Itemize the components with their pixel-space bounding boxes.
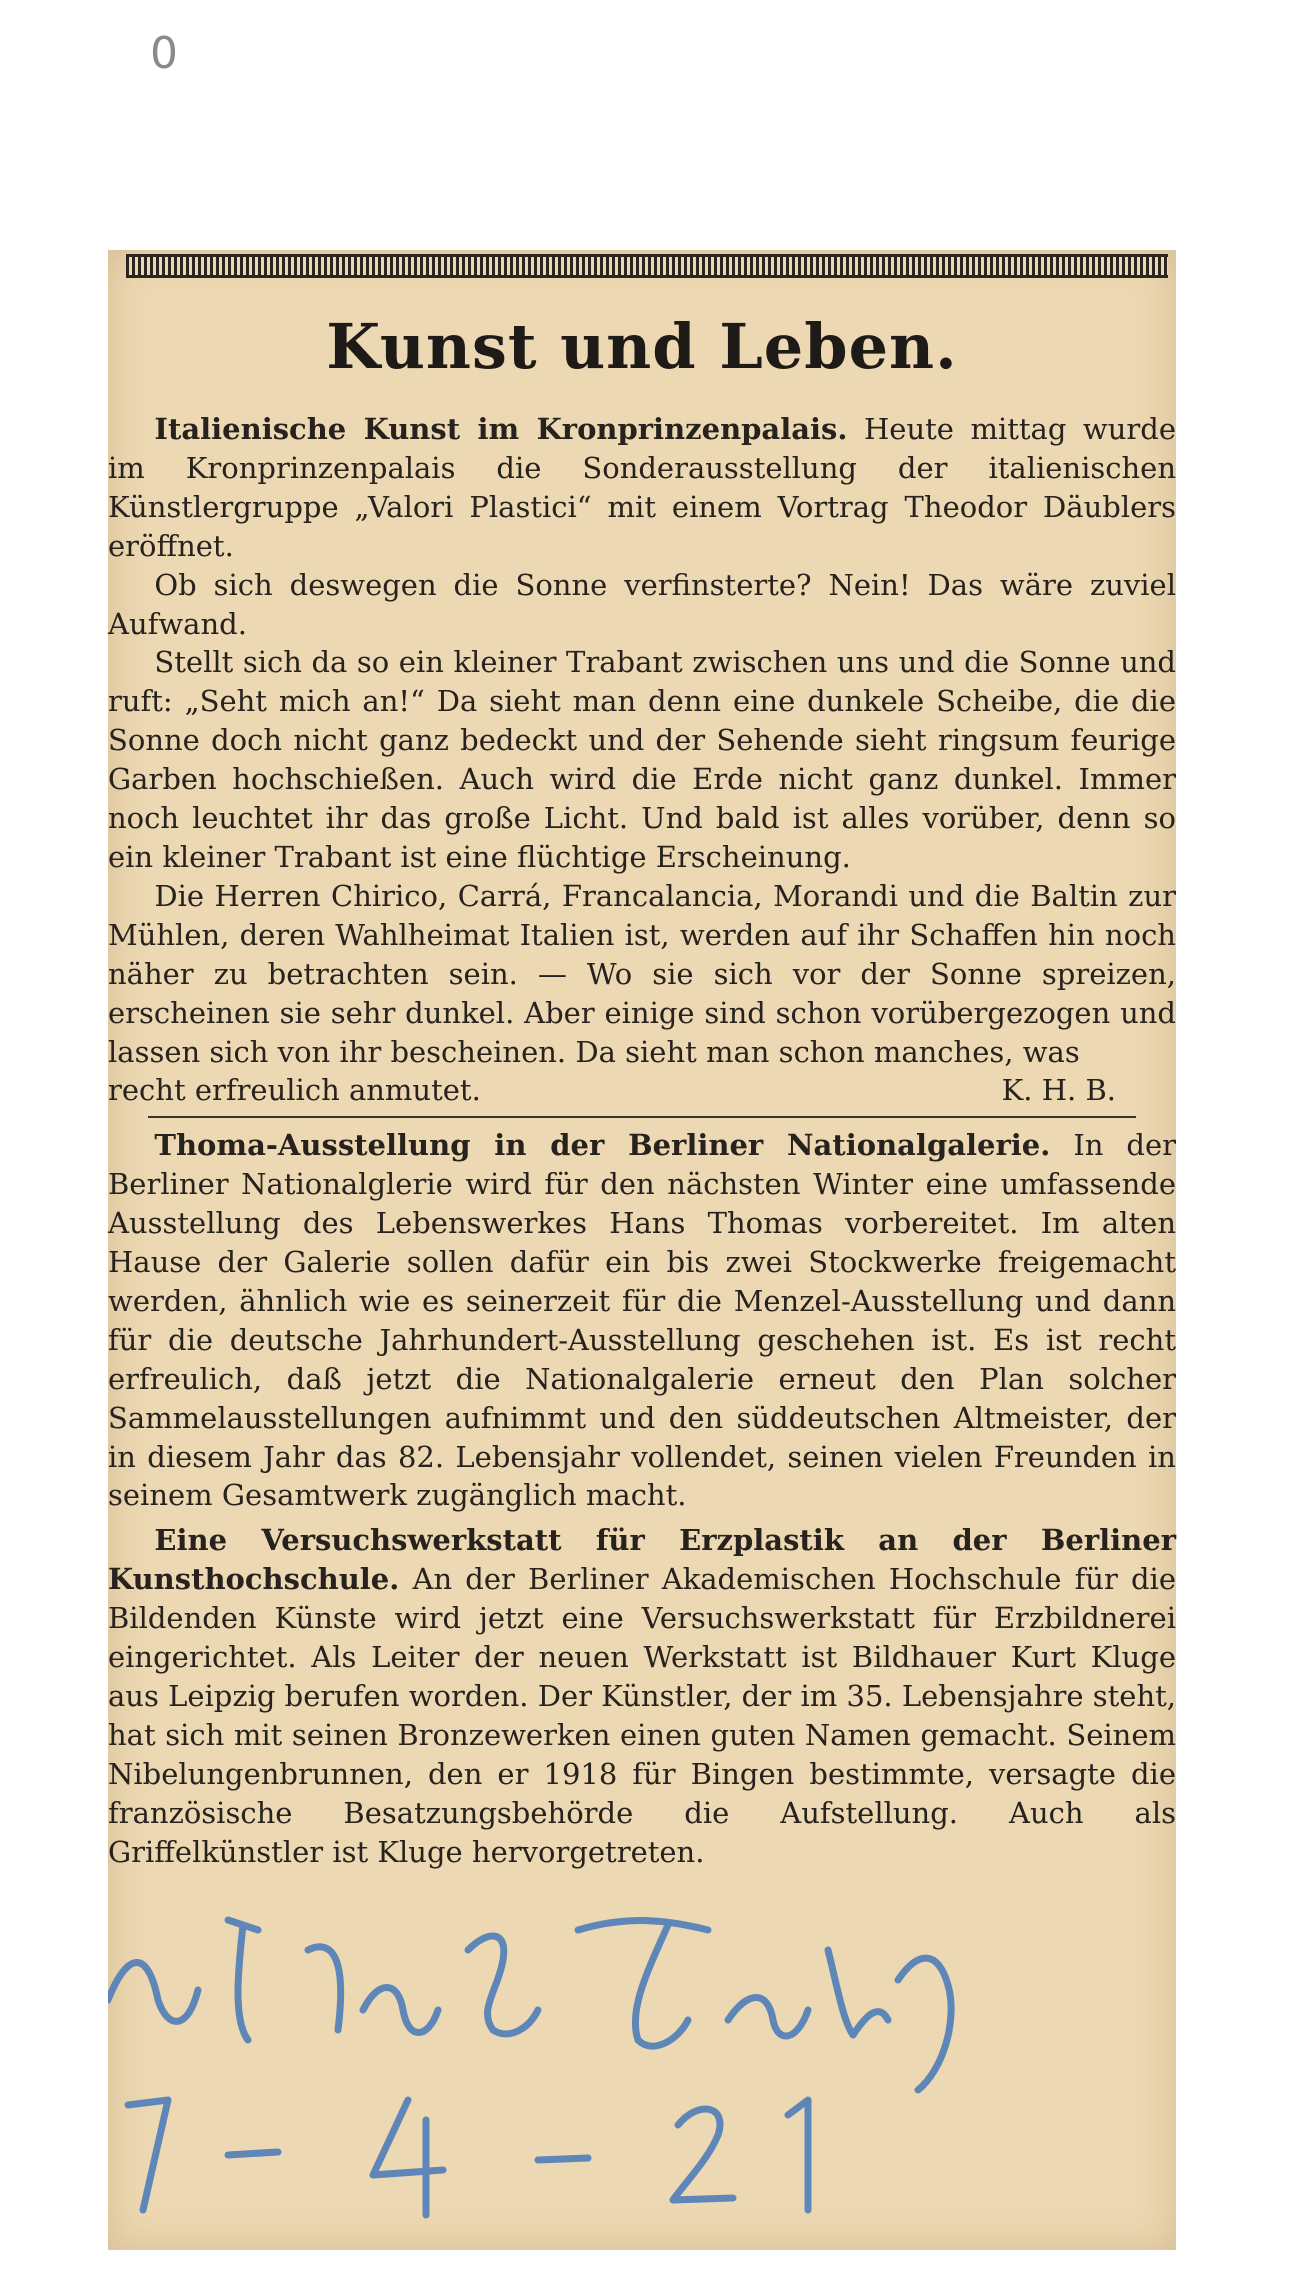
signature-line bbox=[108, 1071, 1176, 1110]
article-heading: Thoma-Ausstellung in der Berliner Nationalgalerie. bbox=[154, 1128, 1051, 1163]
article-heading: Eine Versuchswerkstatt für Erzplastik an der Berliner Kunsthochschule. bbox=[108, 1523, 1176, 1597]
newspaper-clipping bbox=[108, 250, 1176, 2250]
article-italienische-kunst bbox=[108, 410, 1176, 1110]
article-heading: Italienische Kunst im Kronprinzenpalais. bbox=[154, 412, 848, 446]
article-text: Heute mittag wurde im Kronprinzenpalais die Sonderausstellung der italienischen Künstlergruppe „Valori Plastici“ mit einem Vortrag Theodor Däublers eröffnet. bbox=[108, 412, 1176, 563]
top-ornamental-rule bbox=[126, 254, 1168, 278]
article-paragraph: Die Herren Chirico, Carrá, Francalancia, Morandi und die Baltin zur Mühlen, deren Wahlheimat Italien ist, werden auf ihr Schaffen hin noch näher zu betrachten sein. — Wo sie sich vor der Sonne spreizen, erscheinen sie sehr dunkel. Aber einige sind schon vorübergezogen und lassen sich von ihr bescheinen. Da sieht man schon manches, was bbox=[108, 878, 1176, 1069]
pencil-mark: 0 bbox=[150, 28, 178, 79]
article-paragraph bbox=[108, 1521, 1176, 1871]
article-versuchswerkstatt bbox=[108, 1521, 1176, 1871]
article-paragraph: Stellt sich da so ein kleiner Trabant zwischen uns und die Sonne und ruft: „Seht mich an!“ Da sieht man denn eine dunkele Scheibe, die die Sonne doch nicht ganz bedeckt und der Sehende sieht ringsum feurige Garben hochschießen. Auch wird die Erde nicht ganz dunkel. Immer noch leuchtet ihr das große Licht. Und bald ist alles vorüber, denn so ein kleiner Trabant ist eine flüchtige Erscheinung. bbox=[108, 645, 1176, 874]
article-paragraph: Ob sich deswegen die Sonne verfinsterte? Nein! Das wäre zuviel Aufwand. bbox=[108, 567, 1176, 641]
article-thoma-ausstellung bbox=[108, 1126, 1176, 1515]
article-text: In der Berliner Nationalglerie wird für den nächsten Winter eine umfassende Ausstellung des Lebenswerkes Hans Thomas vorbereitet. Im alten Hause der Galerie sollen dafür ein bis zwei Stockwerke freigemacht werden, ähnlich wie es seinerzeit für die Menzel-Ausstellung und dann für die deutsche Jahrhundert-Ausstellung geschehen ist. Es ist recht erfreulich, daß jetzt die Nationalgalerie erneut den Plan solcher Sammelausstellungen aufnimmt und den süddeutschen Altmeister, der in diesem Jahr das 82. Lebensjahr vollendet, seinen vielen Freunden in seinem Gesamtwerk zugänglich macht. bbox=[108, 1128, 1176, 1513]
article-paragraph bbox=[108, 410, 1176, 566]
article-paragraph bbox=[108, 1126, 1176, 1515]
article-closing-text: recht erfreulich anmutet. bbox=[108, 1073, 481, 1108]
handwritten-annotation bbox=[108, 1890, 1176, 2230]
article-column bbox=[108, 410, 1176, 1872]
headline: Kunst und Leben. bbox=[326, 310, 958, 383]
article-text: An der Berliner Akademischen Hochschule für die Bildenden Künste wird jetzt eine Versuchswerkstatt für Erzbildnerei eingerichtet. Als Leiter der neuen Werkstatt ist Bildhauer Kurt Kluge aus Leipzig berufen worden. Der Künstler, der im 35. Lebensjahre steht, hat sich mit seinen Bronzewerken einen guten Namen gemacht. Seinem Nibelungenbrunnen, den er 1918 für Bingen bestimmte, versagte die französische Besatzungsbehörde die Aufstellung. Auch als Griffelkünstler ist Kluge hervorgetreten. bbox=[108, 1562, 1176, 1869]
author-signature: K. H. B. bbox=[1001, 1073, 1116, 1108]
article-separator bbox=[148, 1116, 1136, 1118]
